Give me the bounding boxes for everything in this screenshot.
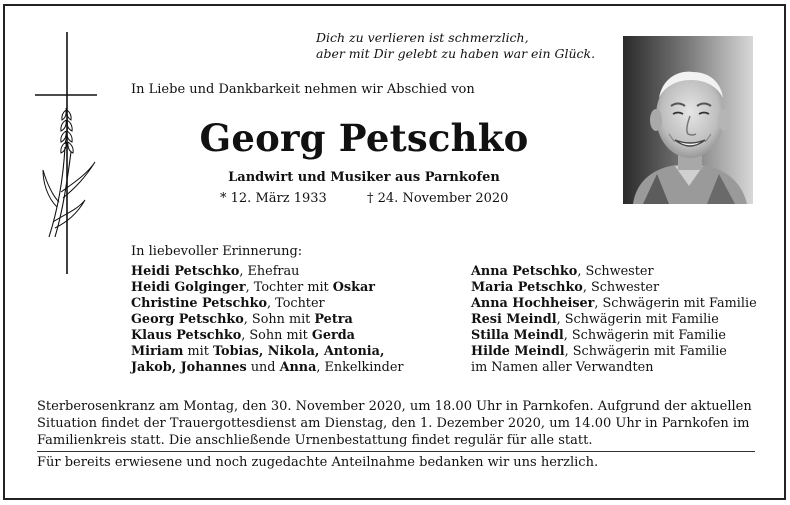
mourner-name: Stilla Meindl <box>471 328 564 343</box>
intro-text: In Liebe und Dankbarkeit nehmen wir Abschied von <box>131 82 475 97</box>
mourner-relation: , Ehefrau <box>239 264 300 279</box>
mourner-line <box>471 360 757 376</box>
mourner-line <box>471 280 757 296</box>
mourner-relation: , Schwägerin mit Familie <box>563 328 727 343</box>
verse-line-2: aber mit Dir gelebt zu haben war ein Glück. <box>316 46 596 61</box>
mourner-name: Maria Petschko <box>471 280 583 295</box>
mourners-right-column <box>471 264 757 376</box>
mourner-name: Georg Petschko <box>131 312 244 327</box>
mourner-name: Anna Hochheiser <box>471 296 595 311</box>
mourner-relation: und <box>246 360 280 375</box>
notice-line: Sterberosenkranz am Montag, den 30. November 2020, um 18.00 Uhr in Parnkofen. Aufgrund der aktuellen <box>37 399 752 414</box>
mourner-name: Jakob, Johannes <box>131 360 247 375</box>
mourner-name: Heidi Golginger <box>131 280 246 295</box>
mourner-line <box>131 280 404 296</box>
mourner-name: Petra <box>314 312 353 327</box>
mourner-name: Anna <box>279 360 317 375</box>
mourner-line <box>131 328 404 344</box>
mourner-line <box>131 344 404 360</box>
death-date: † 24. November 2020 <box>367 191 509 206</box>
mourner-line <box>471 264 757 280</box>
thanks-text: Für bereits erwiesene und noch zugedachte Anteilnahme bedanken wir uns herzlich. <box>37 455 599 470</box>
mourner-line <box>131 312 404 328</box>
verse-line-1: Dich zu verlieren ist schmerzlich, <box>316 30 529 45</box>
deceased-name: Georg Petschko <box>199 116 529 160</box>
mourner-relation: , Schwester <box>582 280 660 295</box>
deceased-subtitle: Landwirt und Musiker aus Parnkofen <box>228 170 500 185</box>
mourner-line <box>471 328 757 344</box>
portrait-photo <box>623 36 753 204</box>
mourner-line <box>131 360 404 376</box>
cross-with-wheat-icon <box>35 32 125 277</box>
notice-line: Situation findet der Trauergottesdienst am Dienstag, den 1. Dezember 2020, um 14.00 Uhr in Parnkofen im <box>37 416 750 431</box>
mourner-line <box>471 344 757 360</box>
mourner-name: Miriam <box>131 344 184 359</box>
mourner-line <box>471 312 757 328</box>
mourner-name: Oskar <box>332 280 376 295</box>
mourner-name: Christine Petschko <box>131 296 268 311</box>
mourner-line <box>131 296 404 312</box>
mourners-left-column <box>131 264 404 376</box>
mourner-name: Anna Petschko <box>471 264 578 279</box>
mourner-relation: , Schwester <box>577 264 654 279</box>
notice-line: Familienkreis statt. Die anschließende Urnenbestattung findet regulär für alle statt. <box>37 433 593 448</box>
mourner-name: Tobias, Nikola, Antonia, <box>212 344 385 359</box>
birth-date: * 12. März 1933 <box>220 191 327 206</box>
mourner-name: Hilde Meindl <box>471 344 565 359</box>
mourner-relation: , Sohn mit <box>243 312 315 327</box>
mourner-line <box>131 264 404 280</box>
mourner-relation: , Schwägerin mit Familie <box>564 344 727 359</box>
mourner-relation: , Enkelkinder <box>316 360 404 375</box>
mourner-relation: , Tochter <box>267 296 325 311</box>
mourner-relation: im Namen aller Verwandten <box>471 360 654 375</box>
mourner-name: Heidi Petschko <box>131 264 240 279</box>
mourner-relation: , Schwägerin mit Familie <box>556 312 719 327</box>
mourner-name: Gerda <box>311 328 355 343</box>
mourner-relation: , Sohn mit <box>241 328 312 343</box>
verse <box>316 30 616 62</box>
mourner-name: Klaus Petschko <box>131 328 242 343</box>
divider <box>37 451 755 452</box>
mourner-relation: mit <box>183 344 213 359</box>
mourner-relation: , Tochter mit <box>245 280 333 295</box>
funeral-notice <box>37 398 755 449</box>
mourner-relation: , Schwägerin mit Familie <box>594 296 757 311</box>
mourner-line <box>471 296 757 312</box>
memory-label: In liebevoller Erinnerung: <box>131 244 303 259</box>
mourner-name: Resi Meindl <box>471 312 557 327</box>
